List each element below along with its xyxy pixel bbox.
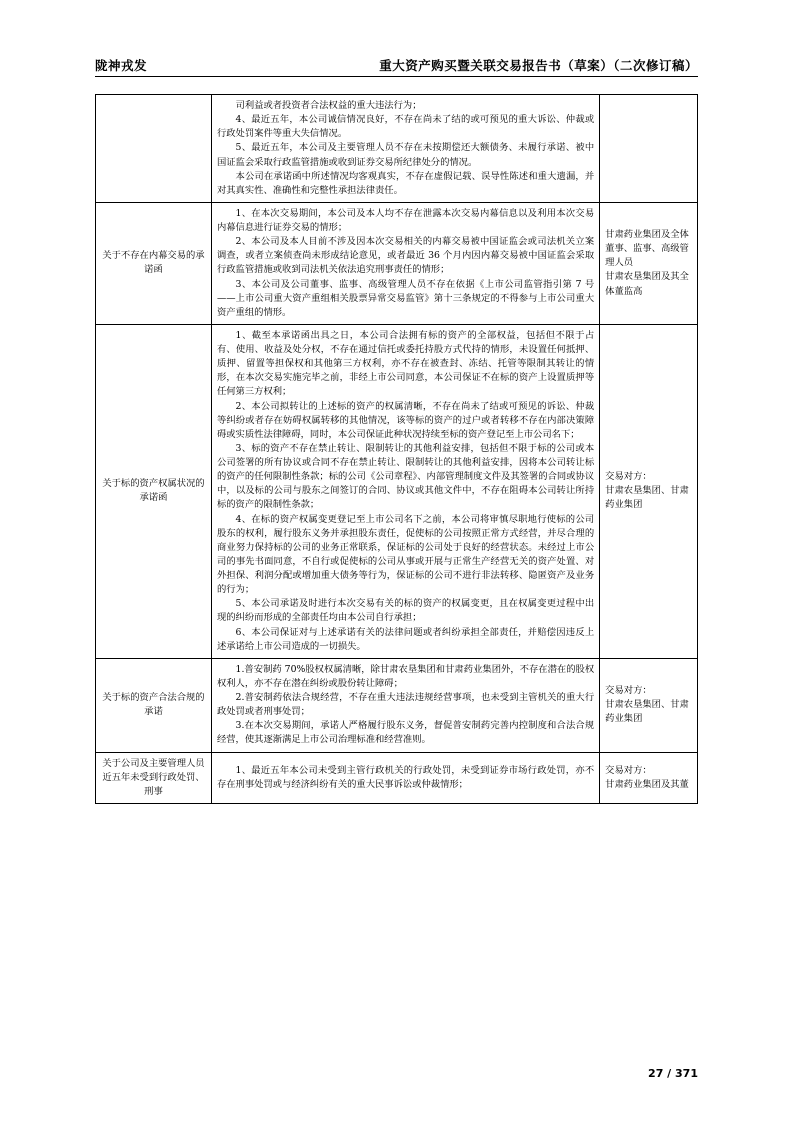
- body-paragraph: 2.普安制药依法合规经营，不存在重大违法违规经营事项，也未受到主管机关的重大行政处罚或者刑事处罚；: [216, 692, 595, 718]
- party-name: 甘肃药业集团及其董: [605, 778, 689, 790]
- table-row: [96, 95, 698, 203]
- body-paragraph: 2、本公司及本人目前不涉及因本次交易相关的内幕交易被中国证监会或司法机关立案调查，或者立案侦查尚未形成结论意见，或者最近 36 个月内因内幕交易被中国证监会采取行政监管措施或收到司法机关依法追究刑事责任的情形；: [216, 236, 595, 276]
- header-divider: [95, 76, 698, 77]
- table-row: [96, 658, 698, 752]
- row-party-cell: [600, 752, 698, 803]
- table-row: [96, 324, 698, 658]
- party-name: 甘肃药业集团及全体董事、监事、高级管理人员: [605, 229, 689, 269]
- body-paragraph: 1、在本次交易期间，本公司及本人均不存在泄露本次交易内幕信息以及利用本次交易内幕信息进行证券交易的情形；: [216, 207, 595, 233]
- party-label: 交易对方：: [605, 684, 652, 696]
- body-paragraph: 5、最近五年，本公司及主要管理人员不存在未按期偿还大额债务、未履行承诺、被中国证监会采取行政监管措施或收到证券交易所纪律处分的情况。: [216, 142, 595, 168]
- page-footer: [95, 1067, 698, 1080]
- table-row: [96, 752, 698, 803]
- row-party-cell: [600, 658, 698, 752]
- row-body-cell: [211, 658, 599, 752]
- body-paragraph: 5、本公司承诺及时进行本次交易有关的标的资产的权属变更，且在权属变更过程中出现的纠纷而形成的全部责任均由本公司自行承担；: [216, 598, 595, 624]
- body-paragraph: 司利益或者投资者合法权益的重大违法行为；: [235, 100, 422, 111]
- row-label: 关于标的资产合法合规的承诺: [102, 692, 205, 718]
- party-name: 甘肃农垦集团、甘肃药业集团: [605, 699, 689, 725]
- body-paragraph: 1.普安制药 70%股权权属清晰，除甘肃农垦集团和甘肃药业集团外，不存在潜在的股权权利人，亦不存在潜在纠纷或股份转让障碍；: [216, 663, 595, 689]
- header-company-name: 陇神戎发: [95, 58, 148, 73]
- row-party-cell: [600, 95, 698, 203]
- row-body-cell: [211, 202, 599, 324]
- row-body-cell: [211, 95, 599, 203]
- party-label: 交易对方：: [605, 471, 652, 483]
- party-name: 甘肃农垦集团及其全体董监高: [605, 271, 689, 297]
- row-label-cell: [96, 752, 212, 803]
- body-paragraph: 4、最近五年，本公司诚信情况良好，不存在尚未了结的或可预见的重大诉讼、仲裁或行政处罚案件等重大失信情况。: [216, 114, 595, 140]
- body-paragraph: 3.在本次交易期间，承诺人严格履行股东义务，督促普安制药完善内控制度和合法合规经营，使其逐渐满足上市公司治理标准和经营准则。: [216, 720, 595, 746]
- party-name: 甘肃农垦集团、甘肃药业集团: [605, 485, 689, 511]
- table-row: [96, 202, 698, 324]
- body-paragraph: 2、本公司拟转让的上述标的资产的权属清晰，不存在尚未了结或可预见的诉讼、仲裁等纠纷或者存在妨碍权属转移的其他情况，该等标的资产的过户或者转移不存在内部决策障碍或实质性法律障碍，同时，本公司保证此种状况持续至标的资产登记至上市公司名下；: [216, 400, 595, 440]
- row-label-cell: [96, 324, 212, 658]
- body-paragraph: 1、最近五年本公司未受到主管行政机关的行政处罚，未受到证券市场行政处罚，亦不存在刑事处罚或与经济纠纷有关的重大民事诉讼或仲裁情形；: [216, 764, 595, 790]
- row-body-cell: [211, 324, 599, 658]
- row-body-cell: [211, 752, 599, 803]
- row-label-cell: [96, 95, 212, 203]
- body-paragraph: 4、在标的资产权属变更登记至上市公司名下之前，本公司将审慎尽职地行使标的公司股东的权利，履行股东义务并承担股东责任，促使标的公司按照正常方式经营，并尽合理的商业努力保持标的公司的业务正常联系，保证标的公司处于良好的经营状态。未经过上市公司的事先书面同意，不自行或促使标的公司从事或开展与正常生产经营无关的资产处置、对外担保、利润分配或增加重大债务等行为，保证标的公司不进行非法转移、隐匿资产及业务的行为；: [216, 513, 595, 596]
- row-party-cell: [600, 324, 698, 658]
- row-label: 关于公司及主要管理人员近五年未受到行政处罚、刑事: [102, 757, 205, 797]
- row-label: 关于标的资产权属状况的承诺函: [102, 478, 205, 504]
- body-paragraph: 本公司在承诺函中所述情况均客观真实，不存在虚假记载、误导性陈述和重大遗漏，并对其真实性、准确性和完整性承担法律责任。: [216, 170, 595, 196]
- body-paragraph: 6、本公司保证对与上述承诺有关的法律问题或者纠纷承担全部责任，并赔偿因违反上述承诺给上市公司造成的一切损失。: [216, 626, 595, 652]
- row-party-cell: [600, 202, 698, 324]
- row-label-cell: [96, 202, 212, 324]
- page-header: [95, 48, 698, 74]
- table-body: [96, 95, 698, 804]
- page-number: 27 / 371: [648, 1067, 698, 1080]
- body-paragraph: 1、截至本承诺函出具之日，本公司合法拥有标的资产的全部权益，包括但不限于占有、使用、收益及处分权，不存在通过信托或委托持股方式代持的情形，未设置任何抵押、质押、留置等担保权和其他第三方权利，亦不存在被查封、冻结、托管等限制其转让的情形，在本次交易实施完毕之前，非经上市公司同意，本公司保证不在标的资产上设置质押等任何第三方权利；: [216, 329, 595, 398]
- party-label: 交易对方：: [605, 764, 652, 776]
- row-label: 关于不存在内幕交易的承诺函: [102, 250, 205, 276]
- row-label-cell: [96, 658, 212, 752]
- body-paragraph: 3、标的资产不存在禁止转让、限制转让的其他利益安排，包括但不限于标的公司或本公司签署的所有协议或合同不存在禁止转让、限制转让的其他利益安排，因将本公司转让标的资产的任何限制性条款；标的公司《公司章程》、内部管理制度文件及其签署的合同或协议中，以及标的公司与股东之间签订的合同、协议或其他文件中，不存在阻碍本公司转让所持标的资产的限制性条款；: [216, 442, 595, 511]
- body-paragraph: 3、本公司及公司董事、监事、高级管理人员不存在依据《上市公司监管指引第 7 号——上市公司重大资产重组相关股票异常交易监管》第十三条规定的不得参与上市公司重大资产重组的情形。: [216, 278, 595, 318]
- commitments-table: [95, 94, 698, 804]
- header-document-title: 重大资产购买暨关联交易报告书（草案）（二次修订稿）: [379, 58, 698, 73]
